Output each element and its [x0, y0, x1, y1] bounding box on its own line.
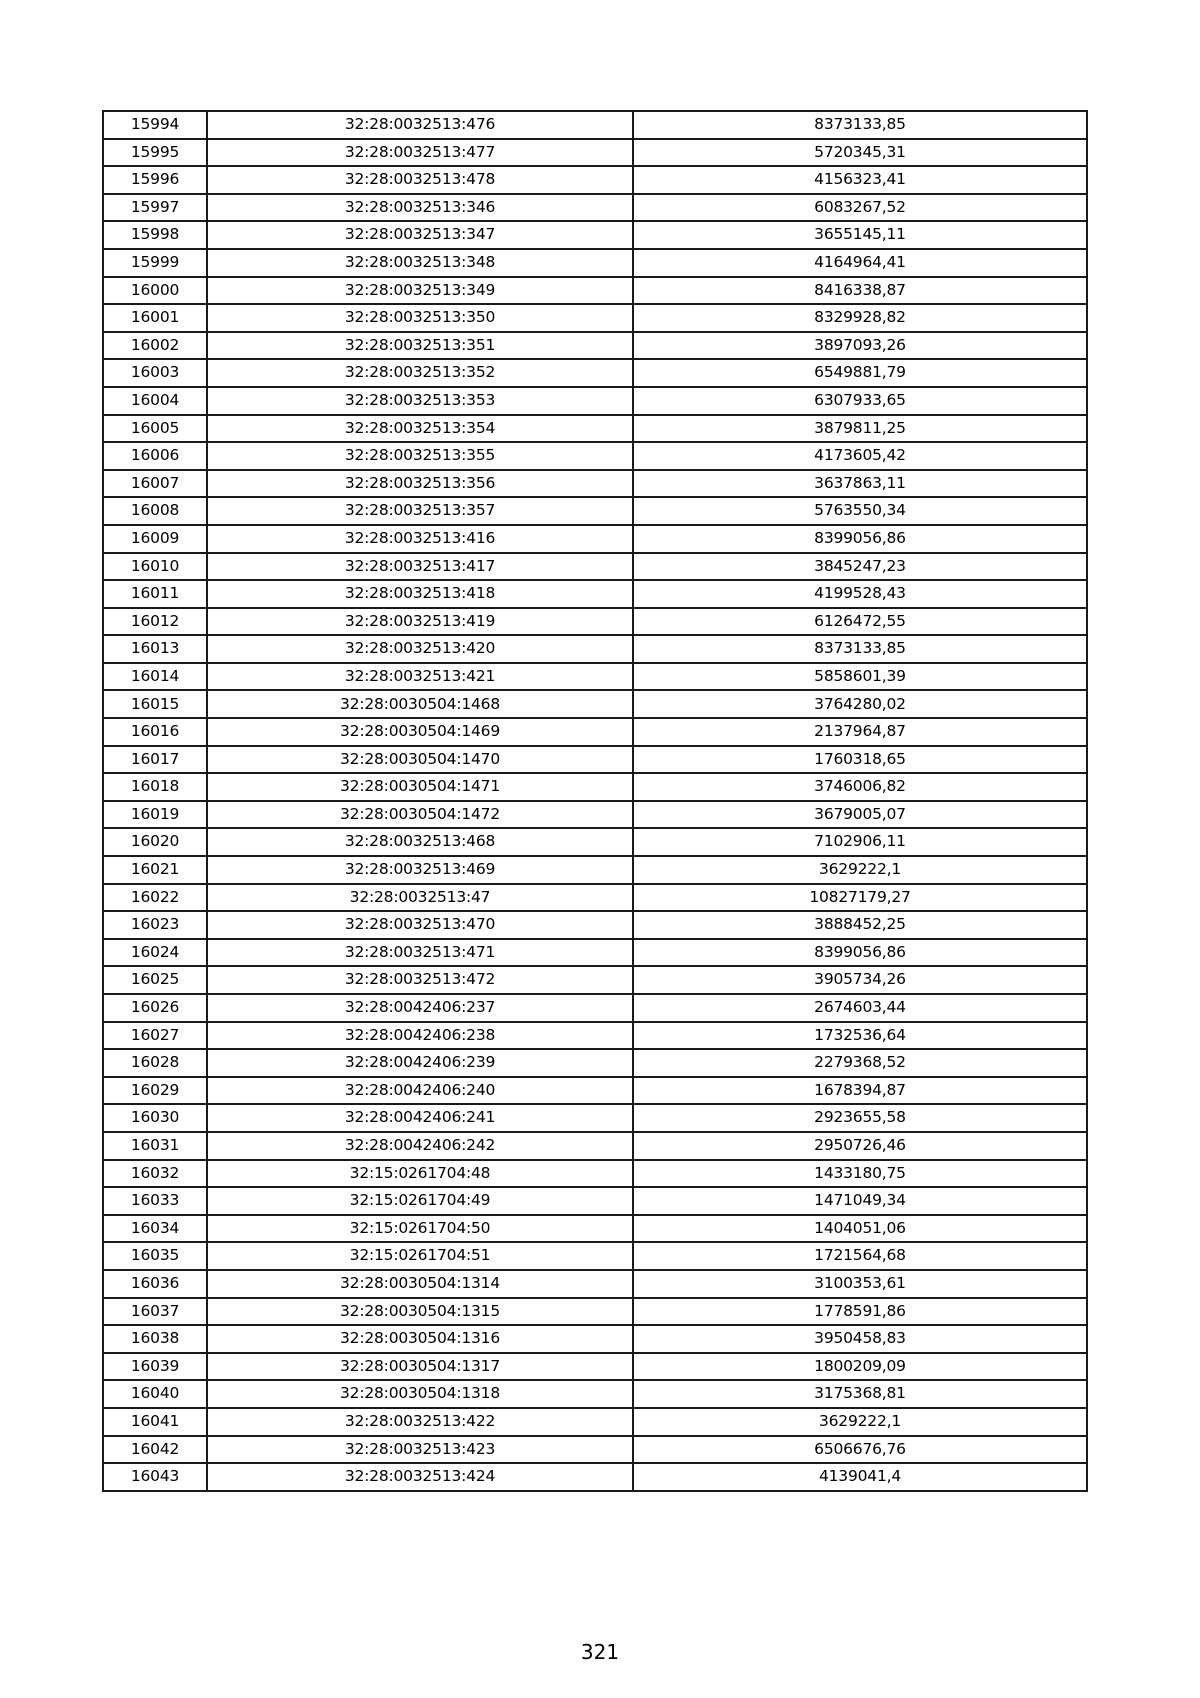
cadastral-number-cell: 32:28:0032513:354 — [207, 415, 633, 443]
cadastral-number-cell: 32:28:0032513:417 — [207, 553, 633, 581]
cadastral-number-cell: 32:28:0032513:421 — [207, 663, 633, 691]
cadastral-number-cell: 32:28:0042406:238 — [207, 1022, 633, 1050]
value-cell: 1433180,75 — [633, 1160, 1087, 1188]
row-number-cell: 16036 — [103, 1270, 207, 1298]
cadastral-number-cell: 32:28:0032513:356 — [207, 470, 633, 498]
table-row — [103, 497, 1087, 525]
row-number-cell: 16009 — [103, 525, 207, 553]
row-number-cell: 16017 — [103, 746, 207, 774]
table-row — [103, 1270, 1087, 1298]
table-row — [103, 994, 1087, 1022]
row-number-cell: 16030 — [103, 1104, 207, 1132]
value-cell: 1471049,34 — [633, 1187, 1087, 1215]
value-cell: 4199528,43 — [633, 580, 1087, 608]
cadastral-number-cell: 32:28:0032513:471 — [207, 939, 633, 967]
table-row — [103, 1022, 1087, 1050]
cadastral-number-cell: 32:28:0030504:1469 — [207, 718, 633, 746]
row-number-cell: 16034 — [103, 1215, 207, 1243]
value-cell: 3637863,11 — [633, 470, 1087, 498]
table-row — [103, 166, 1087, 194]
data-table — [102, 110, 1088, 1492]
table-row — [103, 1215, 1087, 1243]
table-row — [103, 1160, 1087, 1188]
row-number-cell: 16020 — [103, 828, 207, 856]
row-number-cell: 16010 — [103, 553, 207, 581]
value-cell: 6307933,65 — [633, 387, 1087, 415]
cadastral-number-cell: 32:28:0032513:478 — [207, 166, 633, 194]
row-number-cell: 16025 — [103, 966, 207, 994]
row-number-cell: 16032 — [103, 1160, 207, 1188]
table-row — [103, 608, 1087, 636]
table-row — [103, 1408, 1087, 1436]
row-number-cell: 16015 — [103, 690, 207, 718]
cadastral-number-cell: 32:15:0261704:51 — [207, 1242, 633, 1270]
cadastral-number-cell: 32:15:0261704:48 — [207, 1160, 633, 1188]
table-row — [103, 1104, 1087, 1132]
cadastral-number-cell: 32:28:0030504:1318 — [207, 1380, 633, 1408]
value-cell: 8373133,85 — [633, 635, 1087, 663]
table-row — [103, 580, 1087, 608]
table-row — [103, 387, 1087, 415]
row-number-cell: 16039 — [103, 1353, 207, 1381]
row-number-cell: 15999 — [103, 249, 207, 277]
row-number-cell: 16005 — [103, 415, 207, 443]
row-number-cell: 16024 — [103, 939, 207, 967]
row-number-cell: 16012 — [103, 608, 207, 636]
row-number-cell: 15994 — [103, 111, 207, 139]
row-number-cell: 16031 — [103, 1132, 207, 1160]
value-cell: 4173605,42 — [633, 442, 1087, 470]
row-number-cell: 16003 — [103, 359, 207, 387]
table-row — [103, 415, 1087, 443]
row-number-cell: 15998 — [103, 221, 207, 249]
table-row — [103, 1298, 1087, 1326]
cadastral-number-cell: 32:28:0042406:242 — [207, 1132, 633, 1160]
value-cell: 3905734,26 — [633, 966, 1087, 994]
cadastral-number-cell: 32:28:0032513:468 — [207, 828, 633, 856]
table-row — [103, 1077, 1087, 1105]
cadastral-number-cell: 32:28:0042406:237 — [207, 994, 633, 1022]
cadastral-number-cell: 32:28:0032513:418 — [207, 580, 633, 608]
cadastral-number-cell: 32:28:0030504:1472 — [207, 801, 633, 829]
cadastral-number-cell: 32:28:0032513:476 — [207, 111, 633, 139]
row-number-cell: 16037 — [103, 1298, 207, 1326]
row-number-cell: 16014 — [103, 663, 207, 691]
row-number-cell: 16013 — [103, 635, 207, 663]
cadastral-number-cell: 32:28:0032513:347 — [207, 221, 633, 249]
cadastral-number-cell: 32:28:0030504:1470 — [207, 746, 633, 774]
value-cell: 3950458,83 — [633, 1325, 1087, 1353]
table-row — [103, 718, 1087, 746]
table-row — [103, 221, 1087, 249]
value-cell: 1721564,68 — [633, 1242, 1087, 1270]
cadastral-number-cell: 32:28:0032513:47 — [207, 884, 633, 912]
cadastral-number-cell: 32:28:0042406:241 — [207, 1104, 633, 1132]
table-row — [103, 801, 1087, 829]
table-row — [103, 746, 1087, 774]
table-row — [103, 139, 1087, 167]
cadastral-number-cell: 32:15:0261704:49 — [207, 1187, 633, 1215]
table-row — [103, 359, 1087, 387]
cadastral-number-cell: 32:28:0032513:355 — [207, 442, 633, 470]
row-number-cell: 15996 — [103, 166, 207, 194]
table-row — [103, 332, 1087, 360]
table-row — [103, 304, 1087, 332]
value-cell: 1678394,87 — [633, 1077, 1087, 1105]
value-cell: 1760318,65 — [633, 746, 1087, 774]
table-row — [103, 249, 1087, 277]
value-cell: 3655145,11 — [633, 221, 1087, 249]
value-cell: 5763550,34 — [633, 497, 1087, 525]
row-number-cell: 16029 — [103, 1077, 207, 1105]
value-cell: 10827179,27 — [633, 884, 1087, 912]
table-row — [103, 690, 1087, 718]
row-number-cell: 16041 — [103, 1408, 207, 1436]
page-number: 321 — [580, 1640, 620, 1664]
value-cell: 3845247,23 — [633, 553, 1087, 581]
table-row — [103, 828, 1087, 856]
value-cell: 3679005,07 — [633, 801, 1087, 829]
cadastral-number-cell: 32:28:0032513:422 — [207, 1408, 633, 1436]
table-row — [103, 966, 1087, 994]
cadastral-number-cell: 32:28:0032513:353 — [207, 387, 633, 415]
value-cell: 7102906,11 — [633, 828, 1087, 856]
row-number-cell: 16001 — [103, 304, 207, 332]
value-cell: 3629222,1 — [633, 856, 1087, 884]
value-cell: 3764280,02 — [633, 690, 1087, 718]
value-cell: 6549881,79 — [633, 359, 1087, 387]
value-cell: 3897093,26 — [633, 332, 1087, 360]
cadastral-number-cell: 32:28:0030504:1314 — [207, 1270, 633, 1298]
cadastral-number-cell: 32:28:0032513:351 — [207, 332, 633, 360]
cadastral-number-cell: 32:28:0032513:350 — [207, 304, 633, 332]
cadastral-number-cell: 32:28:0042406:239 — [207, 1049, 633, 1077]
table-row — [103, 884, 1087, 912]
row-number-cell: 16004 — [103, 387, 207, 415]
value-cell: 5720345,31 — [633, 139, 1087, 167]
row-number-cell: 16022 — [103, 884, 207, 912]
value-cell: 2923655,58 — [633, 1104, 1087, 1132]
value-cell: 3879811,25 — [633, 415, 1087, 443]
value-cell: 1732536,64 — [633, 1022, 1087, 1050]
cadastral-number-cell: 32:28:0030504:1315 — [207, 1298, 633, 1326]
cadastral-number-cell: 32:28:0032513:416 — [207, 525, 633, 553]
value-cell: 6126472,55 — [633, 608, 1087, 636]
value-cell: 3746006,82 — [633, 773, 1087, 801]
row-number-cell: 16021 — [103, 856, 207, 884]
table-row — [103, 194, 1087, 222]
row-number-cell: 15995 — [103, 139, 207, 167]
value-cell: 5858601,39 — [633, 663, 1087, 691]
row-number-cell: 16027 — [103, 1022, 207, 1050]
value-cell: 8329928,82 — [633, 304, 1087, 332]
table-row — [103, 1187, 1087, 1215]
value-cell: 1404051,06 — [633, 1215, 1087, 1243]
value-cell: 6506676,76 — [633, 1436, 1087, 1464]
table-row — [103, 442, 1087, 470]
cadastral-number-cell: 32:28:0030504:1468 — [207, 690, 633, 718]
table-row — [103, 856, 1087, 884]
row-number-cell: 16026 — [103, 994, 207, 1022]
value-cell: 3100353,61 — [633, 1270, 1087, 1298]
table-row — [103, 635, 1087, 663]
value-cell: 8373133,85 — [633, 111, 1087, 139]
value-cell: 4156323,41 — [633, 166, 1087, 194]
table-row — [103, 1325, 1087, 1353]
table-row — [103, 1380, 1087, 1408]
cadastral-number-cell: 32:28:0030504:1316 — [207, 1325, 633, 1353]
cadastral-number-cell: 32:28:0032513:423 — [207, 1436, 633, 1464]
value-cell: 8399056,86 — [633, 939, 1087, 967]
cadastral-number-cell: 32:28:0032513:472 — [207, 966, 633, 994]
row-number-cell: 16000 — [103, 277, 207, 305]
cadastral-number-cell: 32:28:0032513:477 — [207, 139, 633, 167]
table-row — [103, 663, 1087, 691]
value-cell: 3175368,81 — [633, 1380, 1087, 1408]
row-number-cell: 16035 — [103, 1242, 207, 1270]
row-number-cell: 16040 — [103, 1380, 207, 1408]
cadastral-number-cell: 32:28:0030504:1471 — [207, 773, 633, 801]
value-cell: 8399056,86 — [633, 525, 1087, 553]
table-row — [103, 773, 1087, 801]
value-cell: 3888452,25 — [633, 911, 1087, 939]
cadastral-number-cell: 32:28:0032513:419 — [207, 608, 633, 636]
row-number-cell: 16002 — [103, 332, 207, 360]
row-number-cell: 16011 — [103, 580, 207, 608]
table-row — [103, 553, 1087, 581]
table-row — [103, 277, 1087, 305]
cadastral-number-cell: 32:28:0032513:420 — [207, 635, 633, 663]
row-number-cell: 16006 — [103, 442, 207, 470]
table-body — [103, 111, 1087, 1491]
cadastral-number-cell: 32:28:0032513:357 — [207, 497, 633, 525]
row-number-cell: 16016 — [103, 718, 207, 746]
value-cell: 2137964,87 — [633, 718, 1087, 746]
value-cell: 2950726,46 — [633, 1132, 1087, 1160]
table-row — [103, 1049, 1087, 1077]
table-row — [103, 1132, 1087, 1160]
value-cell: 1778591,86 — [633, 1298, 1087, 1326]
cadastral-number-cell: 32:28:0032513:424 — [207, 1463, 633, 1491]
row-number-cell: 16023 — [103, 911, 207, 939]
cadastral-number-cell: 32:15:0261704:50 — [207, 1215, 633, 1243]
row-number-cell: 16033 — [103, 1187, 207, 1215]
cadastral-number-cell: 32:28:0032513:346 — [207, 194, 633, 222]
value-cell: 6083267,52 — [633, 194, 1087, 222]
row-number-cell: 16018 — [103, 773, 207, 801]
table-row — [103, 1242, 1087, 1270]
cadastral-number-cell: 32:28:0032513:352 — [207, 359, 633, 387]
row-number-cell: 16043 — [103, 1463, 207, 1491]
cadastral-number-cell: 32:28:0030504:1317 — [207, 1353, 633, 1381]
table-row — [103, 1353, 1087, 1381]
cadastral-number-cell: 32:28:0032513:469 — [207, 856, 633, 884]
cadastral-number-cell: 32:28:0032513:349 — [207, 277, 633, 305]
row-number-cell: 16007 — [103, 470, 207, 498]
table-row — [103, 939, 1087, 967]
row-number-cell: 16038 — [103, 1325, 207, 1353]
row-number-cell: 16042 — [103, 1436, 207, 1464]
cadastral-number-cell: 32:28:0032513:348 — [207, 249, 633, 277]
table-row — [103, 111, 1087, 139]
cadastral-number-cell: 32:28:0042406:240 — [207, 1077, 633, 1105]
table-row — [103, 1463, 1087, 1491]
cadastral-number-cell: 32:28:0032513:470 — [207, 911, 633, 939]
row-number-cell: 16028 — [103, 1049, 207, 1077]
row-number-cell: 16019 — [103, 801, 207, 829]
table-row — [103, 470, 1087, 498]
row-number-cell: 16008 — [103, 497, 207, 525]
value-cell: 2279368,52 — [633, 1049, 1087, 1077]
row-number-cell: 15997 — [103, 194, 207, 222]
table-row — [103, 911, 1087, 939]
value-cell: 4139041,4 — [633, 1463, 1087, 1491]
value-cell: 3629222,1 — [633, 1408, 1087, 1436]
table-row — [103, 1436, 1087, 1464]
table-row — [103, 525, 1087, 553]
value-cell: 1800209,09 — [633, 1353, 1087, 1381]
value-cell: 2674603,44 — [633, 994, 1087, 1022]
value-cell: 4164964,41 — [633, 249, 1087, 277]
value-cell: 8416338,87 — [633, 277, 1087, 305]
